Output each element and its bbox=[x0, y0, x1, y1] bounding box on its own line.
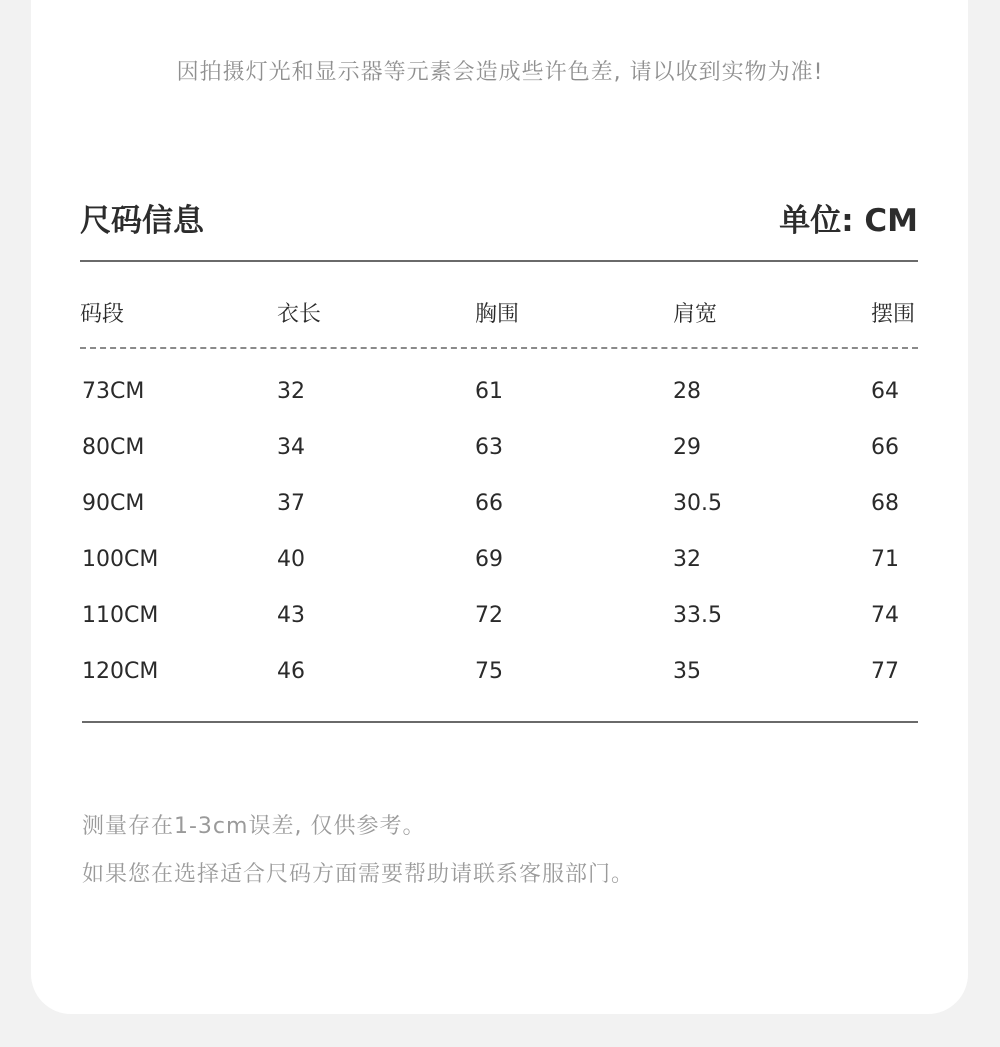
cell-size: 80CM bbox=[82, 435, 145, 460]
cell-size: 73CM bbox=[82, 379, 145, 404]
cell-chest: 63 bbox=[475, 435, 503, 460]
header-length: 衣长 bbox=[277, 302, 322, 327]
cell-length: 46 bbox=[277, 659, 305, 684]
measurement-error-note: 测量存在1-3cm误差, 仅供参考。 bbox=[82, 814, 426, 839]
table-row bbox=[0, 603, 1000, 643]
cell-hem: 66 bbox=[871, 435, 899, 460]
header-dashed-divider bbox=[80, 347, 918, 349]
cell-shoulder: 32 bbox=[673, 547, 701, 572]
table-bottom-rule bbox=[82, 721, 918, 723]
cell-hem: 74 bbox=[871, 603, 899, 628]
header-hem: 摆围 bbox=[871, 302, 916, 327]
table-top-rule bbox=[80, 260, 918, 262]
color-difference-notice: 因拍摄灯光和显示器等元素会造成些许色差, 请以收到实物为准! bbox=[176, 60, 824, 85]
cell-shoulder: 29 bbox=[673, 435, 701, 460]
contact-support-note: 如果您在选择适合尺码方面需要帮助请联系客服部门。 bbox=[82, 862, 635, 887]
cell-shoulder: 33.5 bbox=[673, 603, 722, 628]
cell-shoulder: 30.5 bbox=[673, 491, 722, 516]
table-row bbox=[0, 435, 1000, 475]
cell-size: 120CM bbox=[82, 659, 159, 684]
cell-length: 32 bbox=[277, 379, 305, 404]
unit-label: 单位: CM bbox=[779, 203, 918, 239]
cell-chest: 69 bbox=[475, 547, 503, 572]
cell-length: 37 bbox=[277, 491, 305, 516]
header-chest: 胸围 bbox=[475, 302, 520, 327]
cell-chest: 72 bbox=[475, 603, 503, 628]
cell-size: 90CM bbox=[82, 491, 145, 516]
cell-size: 110CM bbox=[82, 603, 159, 628]
cell-chest: 66 bbox=[475, 491, 503, 516]
header-size-range: 码段 bbox=[80, 302, 125, 327]
cell-chest: 75 bbox=[475, 659, 503, 684]
table-row bbox=[0, 659, 1000, 699]
cell-shoulder: 35 bbox=[673, 659, 701, 684]
cell-length: 40 bbox=[277, 547, 305, 572]
cell-hem: 64 bbox=[871, 379, 899, 404]
table-row bbox=[0, 491, 1000, 531]
cell-hem: 71 bbox=[871, 547, 899, 572]
table-row bbox=[0, 547, 1000, 587]
cell-hem: 68 bbox=[871, 491, 899, 516]
cell-length: 43 bbox=[277, 603, 305, 628]
header-shoulder: 肩宽 bbox=[673, 302, 718, 327]
cell-shoulder: 28 bbox=[673, 379, 701, 404]
table-header bbox=[0, 297, 1000, 337]
cell-length: 34 bbox=[277, 435, 305, 460]
cell-hem: 77 bbox=[871, 659, 899, 684]
table-row bbox=[0, 379, 1000, 419]
cell-size: 100CM bbox=[82, 547, 159, 572]
section-title: 尺码信息 bbox=[80, 203, 204, 239]
cell-chest: 61 bbox=[475, 379, 503, 404]
